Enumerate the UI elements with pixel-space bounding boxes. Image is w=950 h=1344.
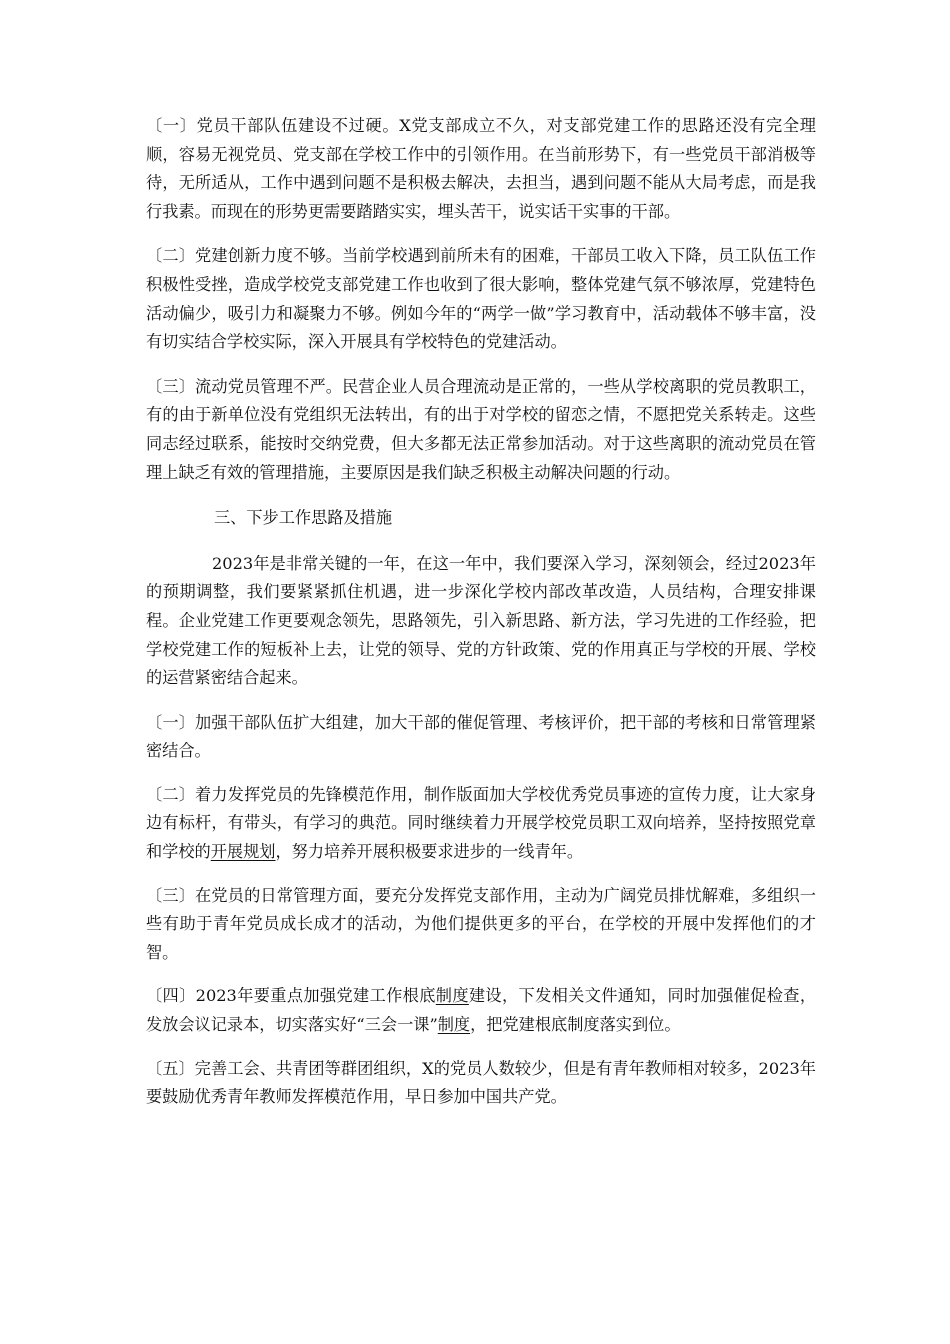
measure-paragraph-1: 〔一〕加强干部队伍扩大组建，加大干部的催促管理、考核评价，把干部的考核和日常管理紧密结合。 [146,712,816,761]
measure-paragraph-4 [146,982,816,1039]
document-page [146,112,816,1112]
problem-paragraph-1: 〔一〕党员干部队伍建设不过硬。X党支部成立不久，对支部党建工作的思路还没有完全理顺，容易无视党员、党支部在学校工作中的引领作用。在当前形势下，有一些党员干部消极等待，无所适从，工作中遇到问题不是积极去解决，去担当，遇到问题不能从大局考虑，而是我行我素。而现在的形势更需要踏踏实实，埋头苦干，说实话干实事的干部。 [146,116,816,221]
problem-paragraph-2: 〔二〕党建创新力度不够。当前学校遇到前所未有的困难，干部员工收入下降，员工队伍工作积极性受挫，造成学校党支部党建工作也收到了很大影响，整体党建气氛不够浓厚，党建特色活动偏少，吸引力和凝聚力不够。例如今年的“两学一做”学习教育中，活动载体不够丰富，没有切实结合学校实际，深入开展具有学校特色的党建活动。 [146,246,816,352]
measure-paragraph-3: 〔三〕在党员的日常管理方面，要充分发挥党支部作用，主动为广阔党员排忧解难，多组织一些有助于青年党员成长成才的活动，为他们提供更多的平台，在学校的开展中发挥他们的才智。 [146,885,816,962]
system-link-1[interactable]: 制度 [435,986,469,1006]
measure4-text-3: ，把党建根底制度落实到位。 [470,1015,681,1035]
measure4-text-2: 建设，下发相关文件通知，同时加强催促检查，发放会议记录本，切实落实好“三会一课” [146,986,817,1035]
system-link-2[interactable]: 制度 [437,1015,471,1035]
plan-link[interactable]: 开展规划 [210,842,276,862]
measure-paragraph-2 [146,781,816,867]
measure2-text-before: 〔二〕着力发挥党员的先锋模范作用，制作版面加大学校优秀党员事迹的宣传力度，让大家身边有标杆，有带头，有学习的典范。同时继续着力开展学校党员职工双向培养，坚持按照党章和学校的 [146,784,816,862]
measure2-text-after: ，努力培养开展积极要求进步的一线青年。 [275,842,584,862]
section-heading: 三、下步工作思路及措施 [214,508,393,528]
measure-paragraph-5: 〔五〕完善工会、共青团等群团组织，X的党员人数较少，但是有青年教师相对较多，2023年要鼓励优秀青年教师发挥模范作用，早日参加中国共产党。 [146,1058,816,1107]
measure4-text-1: 〔四〕2023年要重点加强党建工作根底 [146,986,436,1006]
intro-paragraph: 2023年是非常关键的一年，在这一年中，我们要深入学习，深刻领会，经过2023年的预期调整，我们要紧紧抓住机遇，进一步深化学校内部改革改造，人员结构，合理安排课程。企业党建工作更要观念领先，思路领先，引入新思路、新方法，学习先进的工作经验，把学校党建工作的短板补上去，让党的领导、党的方针政策、党的作用真正与学校的开展、学校的运营紧密结合起来。 [146,553,816,688]
problem-paragraph-3: 〔三〕流动党员管理不严。民营企业人员合理流动是正常的，一些从学校离职的党员教职工，有的由于新单位没有党组织无法转出，有的出于对学校的留恋之情，不愿把党关系转走。这些同志经过联系，能按时交纳党费，但大多都无法正常参加活动。对于这些离职的流动党员在管理上缺乏有效的管理措施，主要原因是我们缺乏积极主动解决问题的行动。 [146,376,816,482]
